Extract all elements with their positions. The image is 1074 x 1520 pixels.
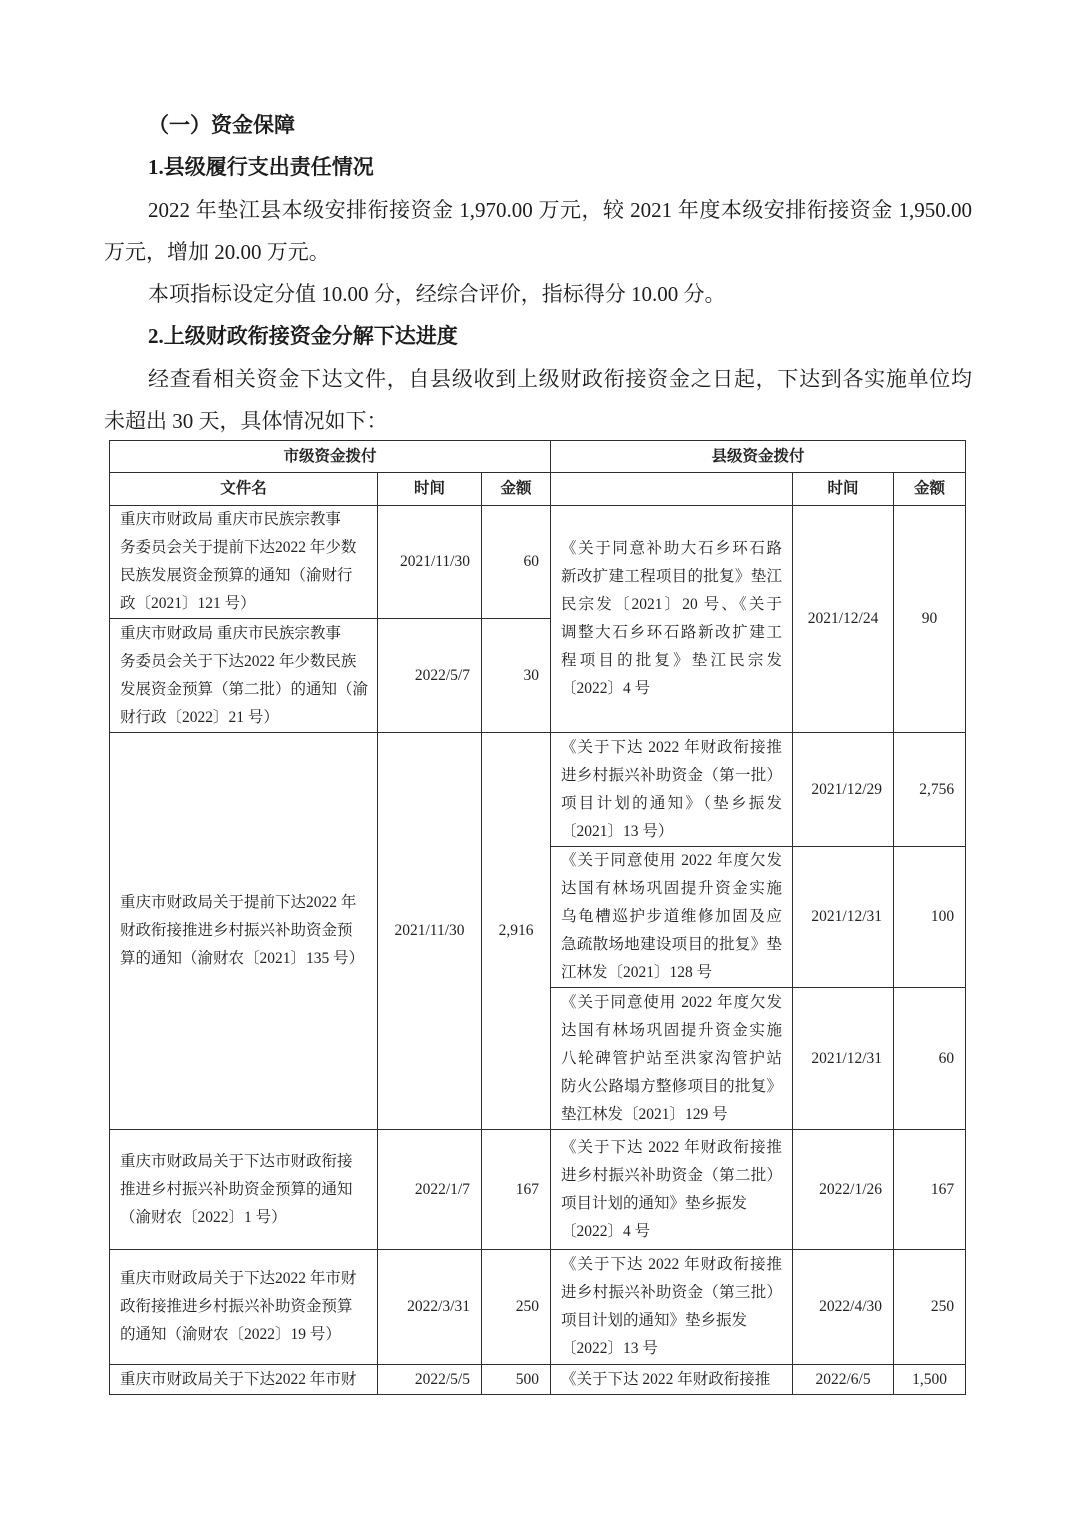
- document-body: [104, 104, 972, 442]
- city-file-line: 发展资金预算（第二批）的通知（渝: [120, 680, 369, 698]
- county-file-line: 项目计划的通知》垫乡振发: [561, 1194, 748, 1212]
- city-file-line: 政衔接推进乡村振兴补助资金预算: [120, 1298, 353, 1315]
- table-row: [110, 1365, 966, 1395]
- city-amount-cell: 500: [482, 1365, 551, 1395]
- county-file-line: 〔2021〕13 号）: [561, 822, 674, 840]
- city-file-line: （渝财农〔2022〕1 号）: [120, 1208, 287, 1226]
- county-file-line: 程项目的批复》垫江民宗发: [561, 652, 783, 669]
- subsection-title-2: 2.上级财政衔接资金分解下达进度: [148, 324, 458, 349]
- county-date-cell: 2022/6/5: [793, 1365, 894, 1395]
- city-date-cell: 2022/3/31: [378, 1250, 482, 1365]
- city-file-header: 文件名: [110, 473, 378, 506]
- city-file-cell: [110, 733, 378, 1130]
- city-file-line: 政〔2021〕121 号）: [120, 595, 256, 612]
- county-file-line: 《关于同意补助大石乡环石路: [561, 540, 783, 557]
- city-file-line: 重庆市财政局 重庆市民族宗教事: [120, 624, 341, 642]
- county-file-line: 急疏散场地建设项目的批复》垫: [561, 936, 783, 953]
- city-date-cell: 2022/5/5: [378, 1365, 482, 1395]
- paragraph-3-line-1: 经查看相关资金下达文件，自县级收到上级财政衔接资金之日起，下达到各实施单位均: [148, 366, 972, 391]
- county-file-cell: [551, 1130, 793, 1250]
- city-file-cell: [110, 619, 378, 733]
- county-date-cell: 2021/12/29: [793, 733, 894, 847]
- city-amount-header: 金额: [482, 473, 551, 506]
- county-file-line: 八轮碑管护站至洪家沟管护站: [561, 1049, 783, 1067]
- city-date-cell: 2021/11/30: [378, 506, 482, 619]
- city-file-cell: [110, 1250, 378, 1365]
- city-group-header: 市级资金拨付: [110, 441, 551, 473]
- city-file-line: 务委员会关于提前下达2022 年少数: [120, 539, 357, 556]
- county-file-line: 《关于同意使用 2022 年度欠发: [561, 852, 783, 869]
- county-file-line: 项目计划的通知》垫乡振发: [561, 1312, 748, 1329]
- paragraph-1-line-1: 2022 年垫江县本级安排衔接资金 1,970.00 万元，较 2021 年度本级安排衔接资金 1,950.00: [148, 197, 972, 222]
- city-file-line: 推进乡村振兴补助资金预算的通知: [120, 1180, 353, 1198]
- county-file-line: 调整大石乡环石路新改扩建工: [561, 624, 783, 641]
- city-file-line: 算的通知（渝财农〔2021〕135 号）: [120, 950, 365, 967]
- county-file-line: 〔2022〕4 号: [561, 680, 651, 697]
- county-file-line: 江林发〔2021〕128 号: [561, 964, 713, 981]
- city-amount-cell: 30: [482, 619, 551, 733]
- fund-allocation-table: [109, 440, 966, 1395]
- county-file-line: 乌龟槽巡护步道维修加固及应: [561, 908, 783, 925]
- city-date-cell: 2022/5/7: [378, 619, 482, 733]
- county-file-line: 达国有林场巩固提升资金实施: [561, 880, 783, 897]
- city-date-cell: 2022/1/7: [378, 1130, 482, 1250]
- county-date-header: 时间: [793, 473, 894, 506]
- city-amount-cell: 60: [482, 506, 551, 619]
- county-file-line: 《关于同意使用 2022 年度欠发: [561, 993, 783, 1011]
- paragraph-2: 本项指标设定分值 10.00 分，经综合评价，指标得分 10.00 分。: [148, 282, 726, 307]
- county-date-cell: 2022/1/26: [793, 1130, 894, 1250]
- county-amount-cell: 250: [894, 1250, 966, 1365]
- city-file-cell: [110, 1130, 378, 1250]
- county-file-line: 民宗发〔2021〕20 号、《关于: [561, 596, 783, 613]
- city-amount-cell: 2,916: [482, 733, 551, 1130]
- county-file-line: 进乡村振兴补助资金（第三批）: [561, 1284, 783, 1301]
- county-date-cell: 2021/12/24: [793, 506, 894, 733]
- city-file-line: 重庆市财政局关于提前下达2022 年: [120, 894, 357, 911]
- county-file-cell: [551, 847, 793, 988]
- county-date-cell: 2021/12/31: [793, 988, 894, 1130]
- county-file-line: 防火公路塌方整修项目的批复》: [561, 1077, 783, 1095]
- county-file-line: 〔2022〕13 号: [561, 1340, 658, 1357]
- city-file-line: 重庆市财政局关于下达2022 年市财: [120, 1270, 357, 1287]
- city-file-line: 财行政〔2022〕21 号）: [120, 708, 279, 726]
- city-amount-cell: 167: [482, 1130, 551, 1250]
- city-file-line: 民族发展资金预算的通知（渝财行: [120, 567, 353, 584]
- county-file-line: 《关于下达 2022 年财政衔接推: [561, 1256, 783, 1273]
- county-file-line: 达国有林场巩固提升资金实施: [561, 1021, 783, 1039]
- county-date-cell: 2021/12/31: [793, 847, 894, 988]
- city-file-line: 重庆市财政局关于下达市财政衔接: [120, 1152, 353, 1170]
- county-file-line: 《关于下达 2022 年财政衔接推: [561, 738, 783, 756]
- city-file-line: 重庆市财政局关于下达2022 年市财: [120, 1370, 357, 1388]
- county-amount-header: 金额: [894, 473, 966, 506]
- county-amount-cell: 2,756: [894, 733, 966, 847]
- county-amount-cell: 60: [894, 988, 966, 1130]
- table-row: [110, 1250, 966, 1365]
- subsection-title-1: 1.县级履行支出责任情况: [148, 155, 374, 180]
- county-file-cell: [551, 988, 793, 1130]
- section-heading: （一）资金保障: [148, 113, 295, 137]
- city-file-cell: [110, 506, 378, 619]
- city-file-line: 财政衔接推进乡村振兴补助资金预: [120, 922, 353, 939]
- county-amount-cell: 167: [894, 1130, 966, 1250]
- table-row: [110, 506, 966, 619]
- city-file-line: 的通知（渝财农〔2022〕19 号）: [120, 1326, 341, 1343]
- city-file-cell: [110, 1365, 378, 1395]
- county-file-header: [551, 473, 793, 506]
- paragraph-1-line-2: 万元，增加 20.00 万元。: [104, 239, 330, 264]
- county-file-line: 《关于下达 2022 年财政衔接推: [561, 1370, 771, 1388]
- county-file-line: 进乡村振兴补助资金（第二批）: [561, 1166, 783, 1184]
- city-date-header: 时间: [378, 473, 482, 506]
- county-file-line: 《关于下达 2022 年财政衔接推: [561, 1138, 783, 1156]
- county-file-cell: [551, 1365, 793, 1395]
- county-date-cell: 2022/4/30: [793, 1250, 894, 1365]
- county-file-cell: [551, 1250, 793, 1365]
- county-amount-cell: 100: [894, 847, 966, 988]
- group-header-row: [110, 441, 966, 473]
- county-amount-cell: 90: [894, 506, 966, 733]
- table-row: [110, 1130, 966, 1250]
- county-file-line: 进乡村振兴补助资金（第一批）: [561, 766, 783, 784]
- county-file-cell: [551, 506, 793, 733]
- county-file-cell: [551, 733, 793, 847]
- table-row: [110, 733, 966, 847]
- county-file-line: 新改扩建工程项目的批复》垫江: [561, 568, 783, 585]
- city-amount-cell: 250: [482, 1250, 551, 1365]
- paragraph-3-line-2: 未超出 30 天，具体情况如下：: [104, 409, 388, 434]
- city-file-line: 重庆市财政局 重庆市民族宗教事: [120, 511, 341, 528]
- column-header-row: [110, 473, 966, 506]
- county-file-line: 垫江林发〔2021〕129 号: [561, 1105, 728, 1123]
- county-amount-cell: 1,500: [894, 1365, 966, 1395]
- county-file-line: 项目计划的通知》（垫乡振发: [561, 794, 783, 812]
- county-group-header: 县级资金拨付: [551, 441, 966, 473]
- county-file-line: 〔2022〕4 号: [561, 1222, 651, 1240]
- city-file-line: 务委员会关于下达2022 年少数民族: [120, 652, 357, 670]
- city-date-cell: 2021/11/30: [378, 733, 482, 1130]
